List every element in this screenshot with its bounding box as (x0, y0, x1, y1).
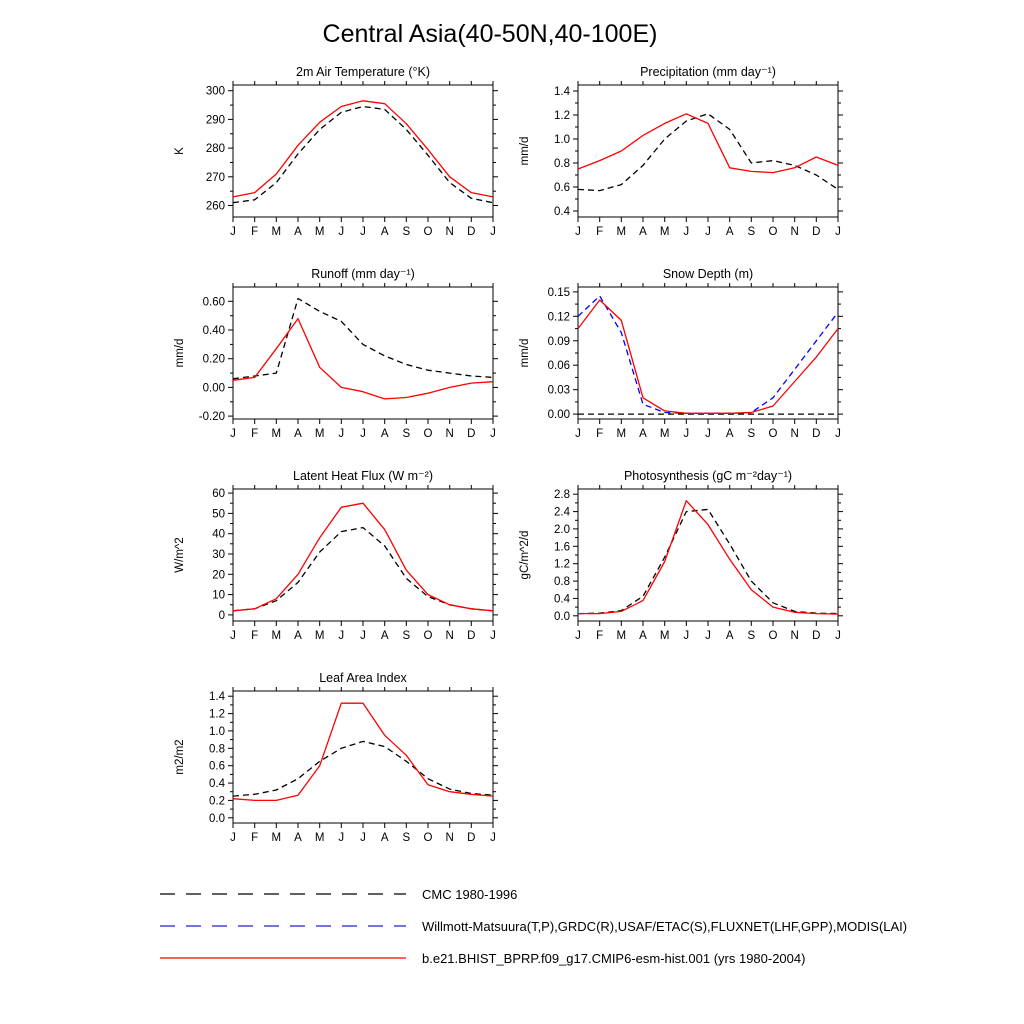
x-tick-label: J (575, 428, 581, 440)
x-tick-label: D (812, 226, 821, 238)
y-tick-label: 0.00 (202, 382, 225, 395)
y-tick-label: 0 (218, 609, 225, 622)
x-tick-label: A (380, 630, 389, 642)
y-tick-label: 0.4 (554, 206, 570, 218)
x-tick-label: M (616, 226, 627, 238)
x-tick-label: J (490, 226, 496, 238)
y-tick-label: 0.60 (202, 296, 225, 309)
y-tick-label: 50 (212, 508, 225, 521)
x-tick-label: J (683, 630, 690, 642)
y-tick-label: 0.20 (202, 353, 225, 366)
y-tick-label: 0.2 (209, 795, 225, 808)
y-tick-label: 1.4 (209, 691, 225, 704)
x-tick-label: F (251, 428, 259, 440)
chart-svg (155, 467, 500, 667)
x-tick-label: J (360, 630, 366, 642)
x-tick-label: N (445, 428, 454, 440)
x-tick-label: D (467, 832, 476, 844)
series-model (233, 703, 493, 800)
legend-label-obs-composite: Willmott-Matsuura(T,P),GRDC(R),USAF/ETAC(S),FLUXNET(LHF,GPP),MODIS(LAI) (422, 918, 908, 934)
y-tick-label: 0.40 (202, 325, 225, 337)
series-model (578, 300, 838, 413)
x-tick-label: S (747, 226, 756, 238)
x-tick-label: D (467, 428, 476, 440)
x-tick-label: A (294, 226, 302, 238)
series-obs (233, 299, 493, 379)
x-tick-label: S (747, 428, 756, 440)
x-tick-label: J (338, 428, 345, 440)
y-tick-label: 0.0 (554, 610, 570, 623)
x-tick-label: N (790, 226, 799, 238)
plot-frame (578, 287, 838, 419)
chart-photosynthesis (500, 467, 845, 667)
x-tick-label: J (683, 226, 690, 238)
x-tick-label: J (705, 630, 711, 642)
x-tick-label: M (314, 226, 325, 238)
x-tick-label: O (423, 428, 433, 440)
series-model (578, 114, 838, 173)
x-tick-label: N (790, 428, 799, 440)
chart-runoff (155, 265, 500, 465)
y-axis-label: gC/m^2/d (519, 530, 531, 580)
y-tick-label: 0.8 (209, 743, 225, 756)
y-tick-label: 0.12 (547, 311, 570, 324)
x-tick-label: F (251, 226, 259, 238)
x-tick-label: A (294, 428, 302, 440)
chart-title: Snow Depth (m) (662, 267, 754, 281)
x-tick-label: J (490, 630, 496, 642)
legend-label-cmc: CMC 1980-1996 (422, 886, 518, 902)
series-obs (233, 741, 493, 796)
y-tick-label: 300 (205, 85, 225, 98)
chart-svg (155, 265, 500, 465)
x-tick-label: J (338, 630, 345, 642)
series-model (578, 501, 838, 614)
chart-snow-depth (500, 265, 845, 465)
x-tick-label: A (294, 630, 302, 642)
y-tick-label: 0.15 (547, 286, 570, 299)
y-tick-label: 260 (205, 200, 225, 213)
y-tick-label: 0.6 (554, 182, 570, 194)
chart-title: Runoff (mm day⁻¹) (311, 267, 415, 281)
y-tick-label: 1.6 (554, 541, 570, 554)
x-tick-label: D (467, 226, 476, 238)
y-tick-label: 0.4 (554, 593, 570, 606)
x-tick-label: N (445, 630, 454, 642)
y-tick-label: 10 (212, 589, 225, 602)
x-tick-label: A (725, 226, 734, 238)
y-tick-label: 1.2 (554, 110, 570, 122)
x-tick-label: S (402, 832, 411, 844)
x-tick-label: A (380, 832, 389, 844)
plot-frame (233, 85, 493, 217)
x-tick-label: O (768, 428, 778, 440)
x-tick-label: S (402, 630, 411, 642)
y-tick-label: 0.09 (547, 335, 570, 348)
y-axis-label: mm/d (174, 338, 186, 368)
x-tick-label: O (768, 226, 778, 238)
y-tick-label: 60 (212, 488, 225, 501)
chart-title: 2m Air Temperature (°K) (296, 65, 430, 79)
x-tick-label: J (705, 226, 711, 238)
chart-svg (155, 63, 500, 263)
x-tick-label: N (445, 832, 454, 844)
x-tick-label: A (294, 832, 302, 844)
chart-2m-air-temperature (155, 63, 500, 263)
x-tick-label: A (380, 428, 389, 440)
y-tick-label: 280 (205, 143, 225, 156)
plot-frame (233, 691, 493, 823)
chart-title: Latent Heat Flux (W m⁻²) (293, 469, 433, 483)
chart-svg (500, 265, 845, 465)
x-tick-label: D (467, 630, 476, 642)
x-tick-label: M (314, 630, 325, 642)
x-tick-label: J (230, 832, 236, 844)
x-tick-label: J (683, 428, 690, 440)
chart-title: Precipitation (mm day⁻¹) (640, 65, 776, 79)
y-tick-label: 290 (205, 114, 225, 127)
y-tick-label: 2.8 (554, 489, 570, 502)
y-tick-label: 1.0 (209, 725, 225, 738)
chart-svg (500, 63, 845, 263)
x-tick-label: A (380, 226, 389, 238)
legend-dashed-blue-line (158, 917, 408, 935)
legend-dashed-black-line (158, 885, 408, 903)
y-tick-label: 1.2 (554, 558, 570, 571)
y-tick-label: 1.4 (554, 86, 570, 98)
y-axis-label: W/m^2 (174, 537, 186, 573)
x-tick-label: F (596, 630, 604, 642)
x-tick-label: A (725, 630, 734, 642)
x-tick-label: J (835, 428, 841, 440)
y-tick-label: 0.06 (547, 360, 570, 373)
x-tick-label: M (314, 428, 325, 440)
chart-svg (155, 669, 500, 869)
x-tick-label: N (445, 226, 454, 238)
x-tick-label: A (639, 630, 647, 642)
plot-frame (233, 287, 493, 419)
legend-item-cmc (158, 878, 907, 910)
x-tick-label: O (768, 630, 778, 642)
x-tick-label: J (835, 226, 841, 238)
x-tick-label: N (790, 630, 799, 642)
x-tick-label: A (639, 428, 647, 440)
x-tick-label: J (490, 428, 496, 440)
x-tick-label: D (812, 428, 821, 440)
x-tick-label: M (271, 832, 282, 844)
x-tick-label: M (314, 832, 325, 844)
chart-title: Leaf Area Index (319, 671, 407, 685)
x-tick-label: J (230, 226, 236, 238)
series-obs (233, 528, 493, 611)
y-tick-label: 270 (205, 171, 225, 184)
y-tick-label: 1.0 (554, 134, 570, 146)
legend (158, 878, 907, 974)
x-tick-label: J (490, 832, 496, 844)
x-tick-label: J (705, 428, 711, 440)
y-tick-label: 20 (212, 569, 225, 582)
y-tick-label: 0.00 (547, 409, 570, 422)
x-tick-label: F (251, 630, 259, 642)
x-tick-label: J (835, 630, 841, 642)
x-tick-label: M (616, 630, 627, 642)
legend-item-model (158, 942, 907, 974)
x-tick-label: F (596, 226, 604, 238)
y-tick-label: 0.03 (547, 384, 570, 397)
y-axis-label: mm/d (519, 338, 531, 368)
chart-svg (500, 467, 845, 667)
x-tick-label: F (251, 832, 259, 844)
y-tick-label: 2.4 (554, 506, 570, 519)
plot-frame (578, 489, 838, 621)
x-tick-label: O (423, 226, 433, 238)
x-tick-label: O (423, 630, 433, 642)
y-tick-label: -0.20 (198, 411, 225, 424)
series-model (233, 319, 493, 399)
x-tick-label: J (360, 226, 366, 238)
chart-leaf-area-index (155, 669, 500, 869)
x-tick-label: J (230, 630, 236, 642)
y-tick-label: 0.8 (554, 158, 570, 170)
y-axis-label: K (174, 147, 186, 155)
x-tick-label: O (423, 832, 433, 844)
plot-frame (578, 85, 838, 217)
x-tick-label: J (575, 226, 581, 238)
x-tick-label: J (360, 832, 366, 844)
legend-solid-red-line (158, 949, 408, 967)
x-tick-label: J (575, 630, 581, 642)
x-tick-label: A (725, 428, 734, 440)
x-tick-label: J (230, 428, 236, 440)
chart-precipitation (500, 63, 845, 263)
y-axis-label: mm/d (519, 136, 531, 166)
chart-title: Photosynthesis (gC m⁻²day⁻¹) (623, 469, 793, 483)
y-tick-label: 40 (212, 528, 225, 541)
x-tick-label: S (402, 428, 411, 440)
x-tick-label: M (659, 226, 670, 238)
x-tick-label: M (659, 630, 670, 642)
series-model (233, 101, 493, 197)
x-tick-label: J (360, 428, 366, 440)
x-tick-label: M (616, 428, 627, 440)
chart-latent-heat-flux (155, 467, 500, 667)
x-tick-label: D (812, 630, 821, 642)
x-tick-label: A (639, 226, 647, 238)
series-obs (578, 296, 838, 413)
y-tick-label: 30 (212, 549, 225, 561)
x-tick-label: J (338, 832, 345, 844)
y-tick-label: 0.6 (209, 760, 225, 773)
figure-title: Central Asia(40-50N,40-100E) (322, 20, 658, 48)
x-tick-label: S (747, 630, 756, 642)
x-tick-label: M (271, 226, 282, 238)
x-tick-label: S (402, 226, 411, 238)
x-tick-label: M (659, 428, 670, 440)
y-tick-label: 1.2 (209, 708, 225, 721)
x-tick-label: M (271, 428, 282, 440)
y-tick-label: 0.8 (554, 576, 570, 589)
series-model (233, 503, 493, 611)
y-tick-label: 0.4 (209, 778, 225, 791)
y-tick-label: 2.0 (554, 523, 570, 536)
y-axis-label: m2/m2 (174, 739, 186, 775)
series-obs (233, 107, 493, 203)
x-tick-label: F (596, 428, 604, 440)
legend-item-obs-composite (158, 910, 907, 942)
y-tick-label: 0.0 (209, 812, 225, 825)
legend-label-model: b.e21.BHIST_BPRP.f09_g17.CMIP6-esm-hist.001 (yrs 1980-2004) (422, 950, 806, 966)
x-tick-label: J (338, 226, 345, 238)
x-tick-label: M (271, 630, 282, 642)
